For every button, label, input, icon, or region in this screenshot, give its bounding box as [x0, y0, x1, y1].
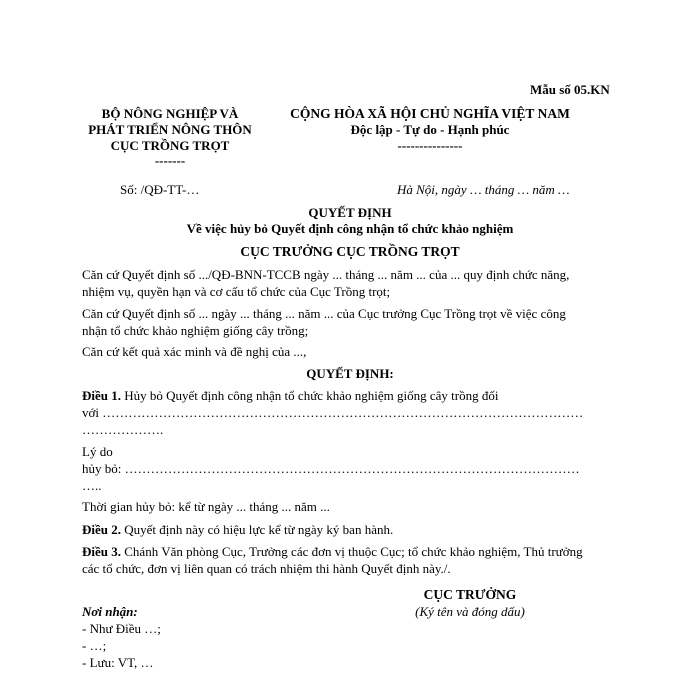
article-1-line-3: ……………….: [82, 422, 164, 437]
agency-line-2: PHÁT TRIỂN NÔNG THÔN: [88, 122, 252, 137]
basis-1-line-2: nhiệm vụ, quyền hạn và cơ cấu tổ chức của Cục Trồng trọt;: [82, 284, 391, 299]
basis-paragraph-3: [82, 343, 622, 360]
article-2-label: Điều 2.: [82, 522, 121, 537]
agency-line-1: BỘ NÔNG NGHIỆP VÀ: [101, 106, 239, 121]
reason-label: Lý do: [82, 444, 113, 459]
nation-divider: ---------------: [397, 138, 463, 153]
reason-line: hủy bỏ: ……………………………………………………………………………………………: [82, 461, 580, 476]
place-date: Hà Nội, ngày … tháng … năm …: [397, 182, 570, 197]
agency-block: [70, 106, 270, 169]
basis-2-line-2: nhận tổ chức khảo nghiệm giống cây trồng;: [82, 323, 309, 338]
agency-divider: -------: [154, 153, 186, 168]
recipient-item: - Lưu: VT, …: [82, 655, 154, 670]
article-1-reason: [82, 443, 622, 494]
basis-paragraph-1: [82, 266, 622, 300]
document-title: QUYẾT ĐỊNH: [308, 205, 392, 220]
article-1: [82, 387, 622, 438]
signer-title: CỤC TRƯỞNG: [423, 587, 517, 602]
document-subject: Về việc hủy bỏ Quyết định công nhận tổ chức khảo nghiệm: [186, 221, 514, 236]
basis-2-line-1: Căn cứ Quyết định số ... ngày ... tháng ... năm ... của Cục trưởng Cục Trồng trọt về việc công: [82, 306, 566, 321]
article-1-label: Điều 1.: [82, 388, 121, 403]
basis-1-line-1: Căn cứ Quyết định số .../QĐ-BNN-TCCB ngày ... tháng ... năm ... của ... quy định chức năng,: [82, 267, 570, 282]
signer-note: (Ký tên và đóng dấu): [415, 604, 525, 619]
issuer-title: CỤC TRƯỞNG CỤC TRỒNG TRỌT: [240, 244, 460, 259]
nation-motto: Độc lập - Tự do - Hạnh phúc: [350, 122, 510, 137]
article-2: [82, 521, 622, 538]
article-3-label: Điều 3.: [82, 544, 121, 559]
reason-line-2: …..: [82, 478, 102, 493]
recipient-item: - …;: [82, 638, 107, 653]
decision-heading: QUYẾT ĐỊNH:: [306, 366, 394, 381]
article-3-line-2: các tổ chức, đơn vị liên quan có trách nhiệm thi hành Quyết định này./.: [82, 561, 451, 576]
document-number: Số: /QĐ-TT-…: [120, 182, 200, 197]
nation-line-1: CỘNG HÒA XÃ HỘI CHỦ NGHĨA VIỆT NAM: [290, 106, 570, 121]
recipients-title: Nơi nhận:: [82, 604, 138, 619]
agency-line-3: CỤC TRỒNG TRỌT: [110, 138, 230, 153]
basis-paragraph-2: [82, 305, 622, 339]
article-3-text: Chánh Văn phòng Cục, Trưởng các đơn vị thuộc Cục; tổ chức khảo nghiệm, Thủ trưởng: [121, 544, 583, 559]
article-2-text: Quyết định này có hiệu lực kể từ ngày ký ban hành.: [121, 522, 394, 537]
article-1-text: Hủy bỏ Quyết định công nhận tổ chức khảo nghiệm giống cây trồng đối: [121, 388, 499, 403]
article-3: [82, 543, 622, 577]
article-1-line-2: với …………………………………………………………………………………………………: [82, 405, 584, 420]
form-number: Mẫu số 05.KN: [530, 82, 610, 97]
recipients-block: [82, 603, 161, 671]
recipient-item: - Như Điều …;: [82, 621, 161, 636]
nation-block: [270, 106, 590, 154]
cancel-time: Thời gian hủy bỏ: kể từ ngày ... tháng ... năm ...: [82, 499, 330, 514]
basis-3-line-1: Căn cứ kết quả xác minh và đề nghị của ...,: [82, 344, 307, 359]
